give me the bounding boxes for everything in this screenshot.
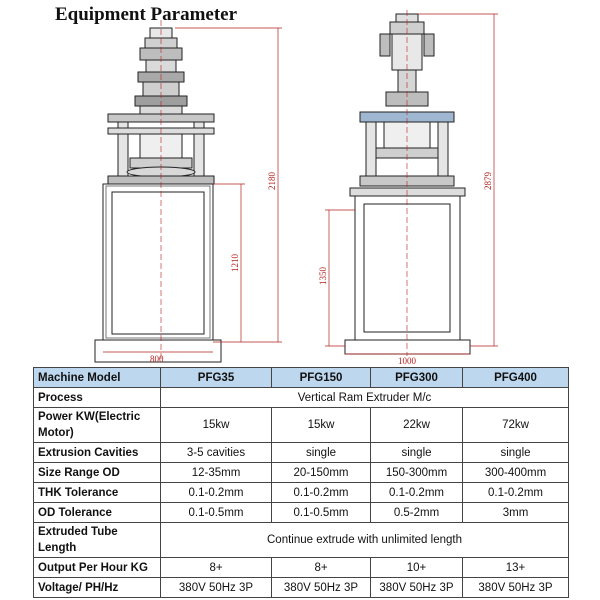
table-row bbox=[34, 443, 569, 463]
header-machine-model: Machine Model bbox=[34, 368, 161, 388]
table-cell: 8+ bbox=[161, 558, 272, 578]
table-cell: 150-300mm bbox=[371, 463, 463, 483]
row-label-power: Power KW(Electric Motor) bbox=[34, 408, 161, 443]
table-row bbox=[34, 388, 569, 408]
row-label-cavities: Extrusion Cavities bbox=[34, 443, 161, 463]
table-row bbox=[34, 523, 569, 558]
table-cell: 0.1-0.2mm bbox=[272, 483, 371, 503]
tube-value: Continue extrude with unlimited length bbox=[161, 523, 569, 558]
left-machine-drawing bbox=[95, 28, 221, 362]
table-row bbox=[34, 483, 569, 503]
page-title: Equipment Parameter bbox=[55, 4, 238, 25]
table-cell: single bbox=[272, 443, 371, 463]
row-label-size: Size Range OD bbox=[34, 463, 161, 483]
table-cell: 0.1-0.5mm bbox=[272, 503, 371, 523]
left-inner-dimension: 1210 bbox=[230, 254, 240, 272]
left-height-dimension: 2180 bbox=[267, 172, 277, 190]
row-label-voltage: Voltage/ PH/Hz bbox=[34, 578, 161, 598]
table-cell: 3-5 cavities bbox=[161, 443, 272, 463]
row-label-process: Process bbox=[34, 388, 161, 408]
table-cell: 15kw bbox=[272, 408, 371, 443]
table-row bbox=[34, 463, 569, 483]
table-cell: single bbox=[463, 443, 569, 463]
table-cell: 380V 50Hz 3P bbox=[463, 578, 569, 598]
right-height-dimension: 2879 bbox=[483, 172, 493, 190]
table-cell: 12-35mm bbox=[161, 463, 272, 483]
table-cell: 0.5-2mm bbox=[371, 503, 463, 523]
table-cell: 380V 50Hz 3P bbox=[272, 578, 371, 598]
table-cell: 300-400mm bbox=[463, 463, 569, 483]
table-cell: 0.1-0.5mm bbox=[161, 503, 272, 523]
row-label-thk: THK Tolerance bbox=[34, 483, 161, 503]
table-cell: 22kw bbox=[371, 408, 463, 443]
table-cell: 15kw bbox=[161, 408, 272, 443]
parameter-table bbox=[33, 367, 569, 598]
table-row bbox=[34, 408, 569, 443]
table-cell: 72kw bbox=[463, 408, 569, 443]
table-cell: 0.1-0.2mm bbox=[161, 483, 272, 503]
right-machine-drawing bbox=[345, 14, 470, 354]
table-cell: 3mm bbox=[463, 503, 569, 523]
table-cell: 380V 50Hz 3P bbox=[371, 578, 463, 598]
process-value: Vertical Ram Extruder M/c bbox=[161, 388, 569, 408]
header-pfg150: PFG150 bbox=[272, 368, 371, 388]
table-cell: 0.1-0.2mm bbox=[371, 483, 463, 503]
table-cell: 13+ bbox=[463, 558, 569, 578]
right-width-dimension: 1000 bbox=[398, 356, 416, 366]
table-cell: 8+ bbox=[272, 558, 371, 578]
left-width-dimension: 800 bbox=[150, 354, 164, 364]
table-cell: single bbox=[371, 443, 463, 463]
row-label-output: Output Per Hour KG bbox=[34, 558, 161, 578]
table-row bbox=[34, 503, 569, 523]
right-lower-dimension: 1350 bbox=[318, 267, 328, 285]
table-row bbox=[34, 558, 569, 578]
table-cell: 0.1-0.2mm bbox=[463, 483, 569, 503]
header-pfg35: PFG35 bbox=[161, 368, 272, 388]
table-row bbox=[34, 578, 569, 598]
table-cell: 20-150mm bbox=[272, 463, 371, 483]
row-label-od: OD Tolerance bbox=[34, 503, 161, 523]
table-cell: 380V 50Hz 3P bbox=[161, 578, 272, 598]
header-pfg300: PFG300 bbox=[371, 368, 463, 388]
table-header-row bbox=[34, 368, 569, 388]
row-label-tube: Extruded Tube Length bbox=[34, 523, 161, 558]
header-pfg400: PFG400 bbox=[463, 368, 569, 388]
table-cell: 10+ bbox=[371, 558, 463, 578]
